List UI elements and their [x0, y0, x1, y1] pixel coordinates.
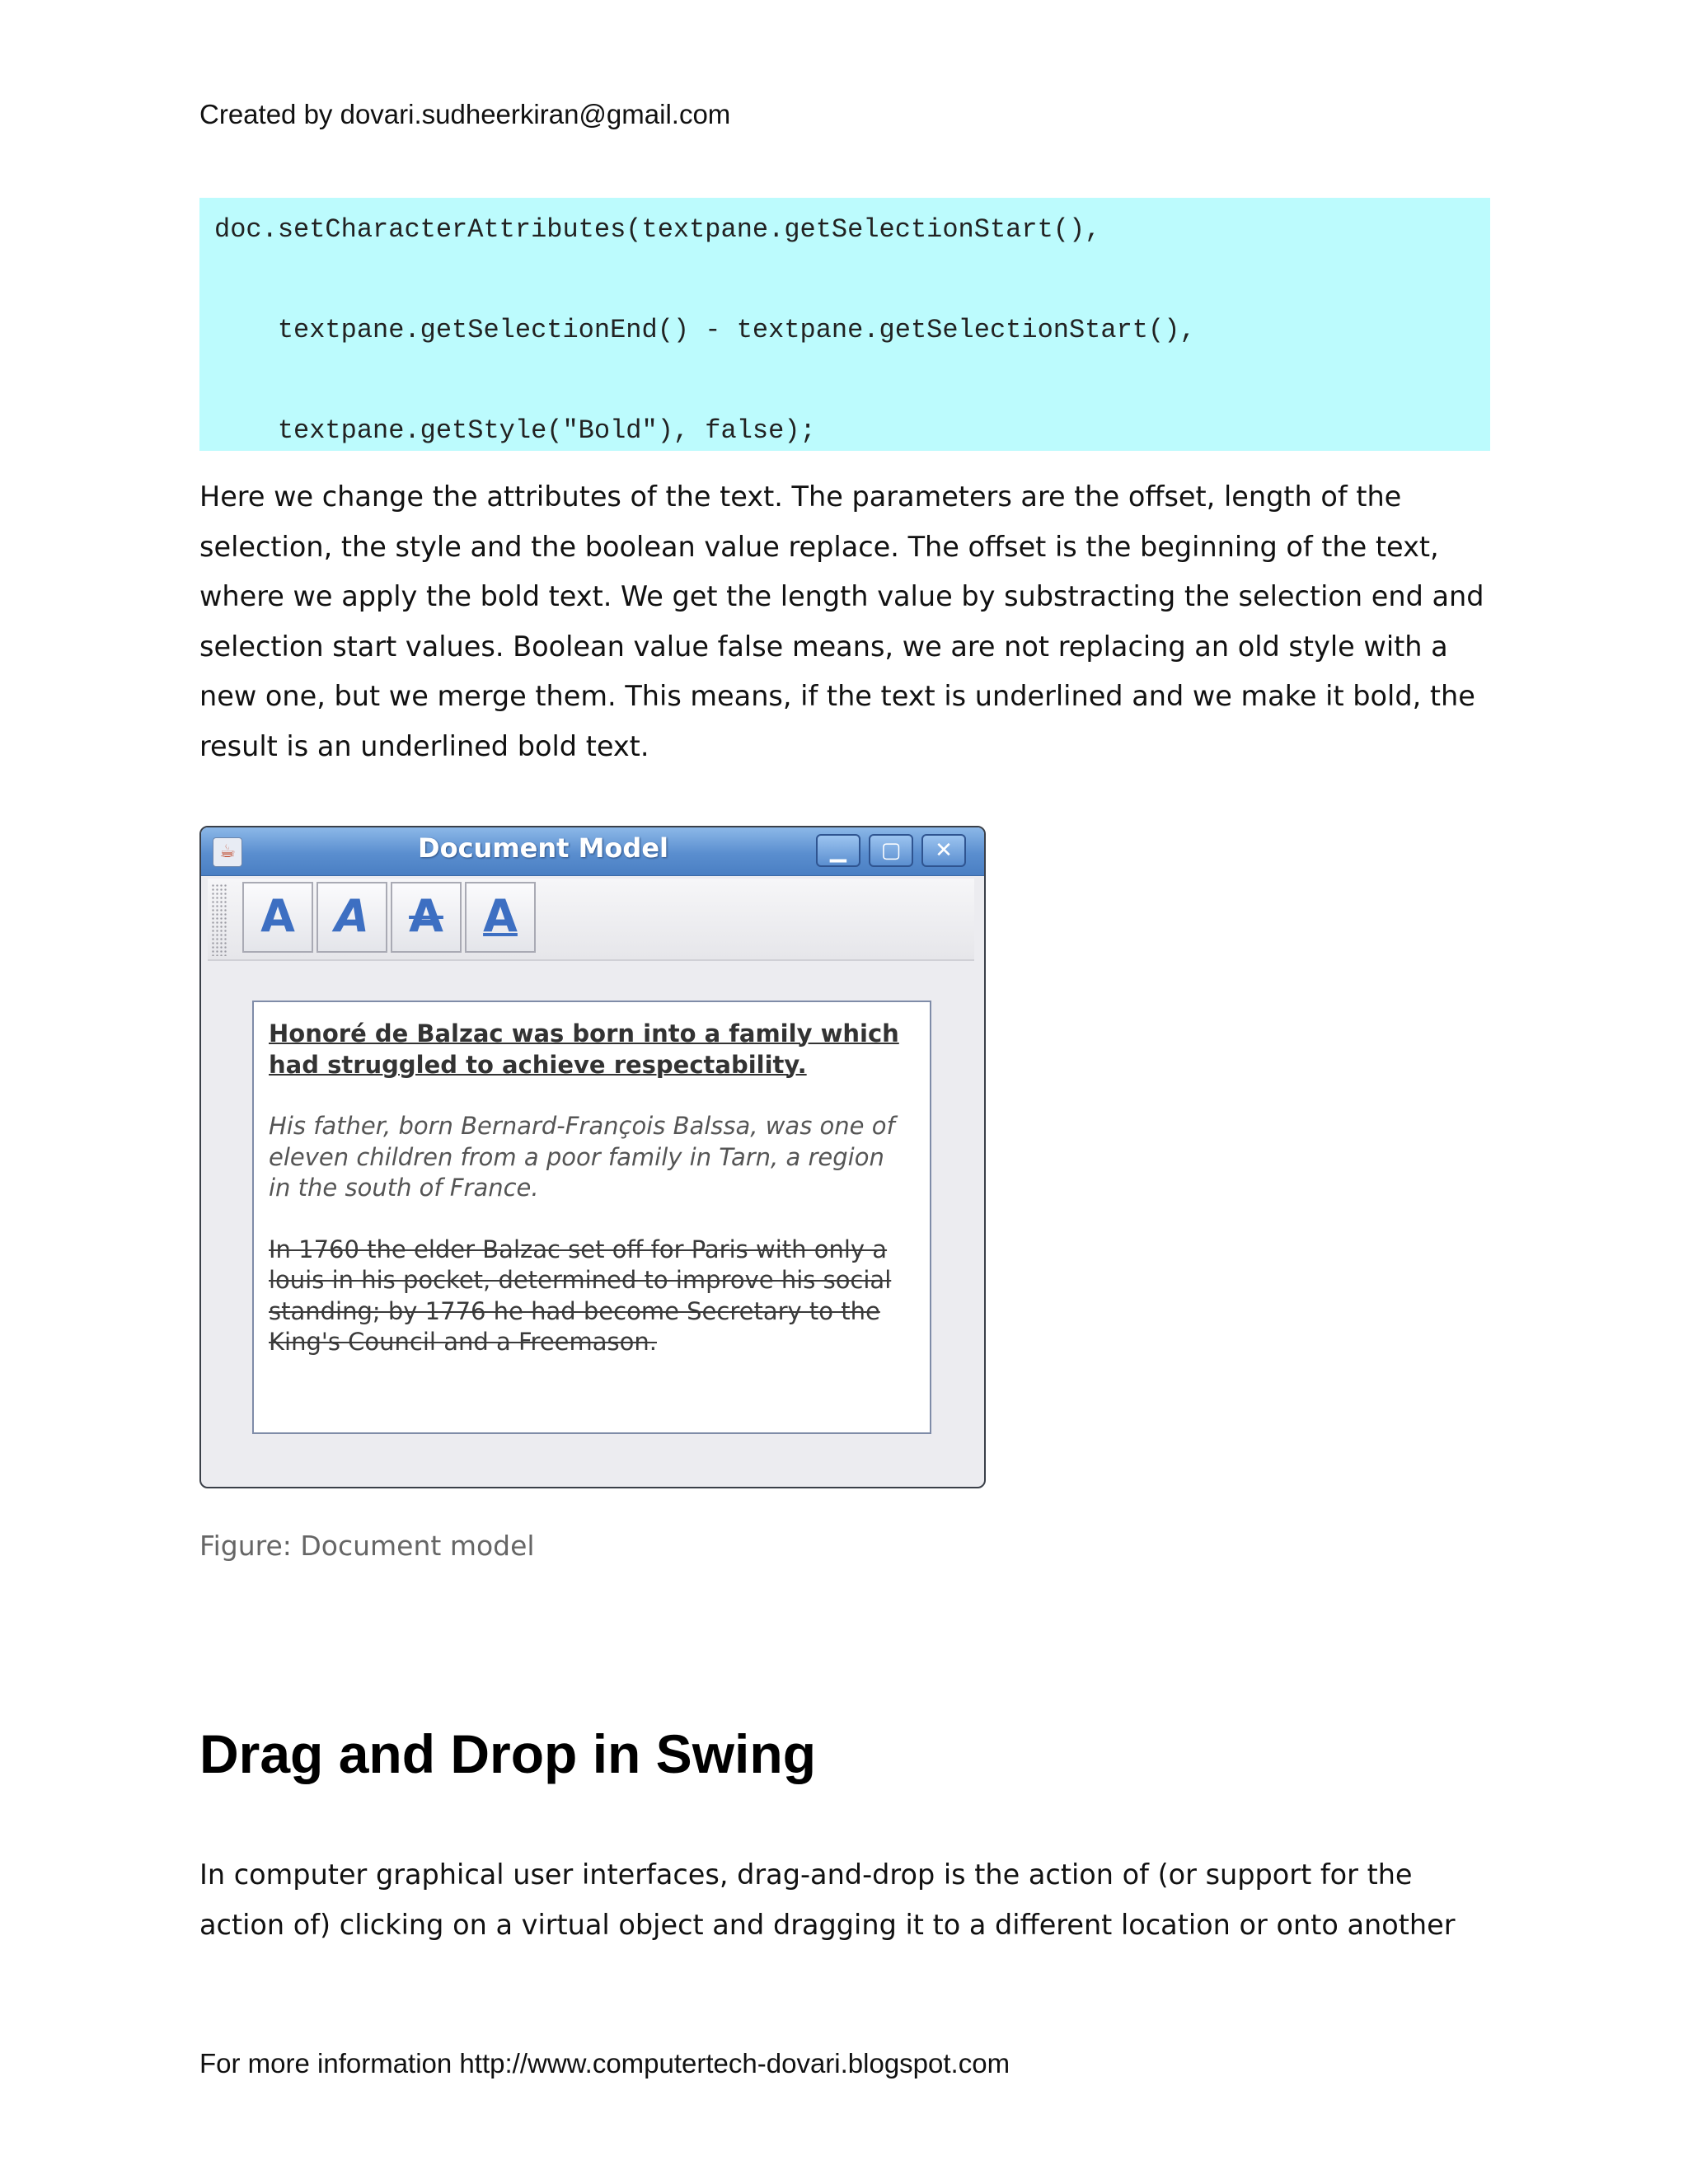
italic-paragraph: [269, 1111, 915, 1204]
paragraph-line: selection start values. Boolean value false means, we are not replacing an old style with a: [199, 630, 1448, 663]
code-line: doc.setCharacterAttributes(textpane.getSelectionStart(),: [214, 214, 1101, 245]
paragraph-line: Here we change the attributes of the text. The parameters are the offset, length of the: [199, 480, 1402, 513]
italic-icon: A: [335, 890, 369, 942]
document-model-window: [199, 826, 986, 1488]
text-line: had struggled to achieve respectability.: [269, 1050, 807, 1079]
figure-caption: Figure: Document model: [199, 1530, 535, 1562]
title-bar[interactable]: [201, 827, 984, 876]
paragraph-line: action of) clicking on a virtual object and dragging it to a different location or onto another: [199, 1908, 1456, 1941]
text-pane[interactable]: [252, 1001, 931, 1434]
paragraph-line: where we apply the bold text. We get the length value by substracting the selection end and: [199, 580, 1484, 612]
minimize-button[interactable]: ▁: [816, 834, 860, 867]
paragraph-line: new one, but we merge them. This means, if the text is underlined and we make it bold, the: [199, 680, 1475, 712]
text-line: in the south of France.: [269, 1174, 539, 1202]
paragraph-line: selection, the style and the boolean value replace. The offset is the beginning of the text,: [199, 530, 1439, 563]
body-paragraph: [199, 472, 1502, 771]
text-line: standing; by 1776 he had become Secretary to the: [269, 1296, 880, 1325]
text-line: King's Council and a Freemason.: [269, 1328, 657, 1356]
italic-button[interactable]: [316, 882, 387, 953]
text-line: His father, born Bernard-François Balssa, was one of: [269, 1112, 895, 1140]
bold-icon: A: [260, 890, 295, 942]
text-line: In 1760 the elder Balzac set off for Paris with only a: [269, 1235, 888, 1263]
underline-button[interactable]: [465, 882, 536, 953]
code-line: textpane.getStyle("Bold"), false);: [214, 415, 816, 446]
strikethrough-paragraph: [269, 1235, 915, 1358]
toolbar-grip-handle[interactable]: [211, 883, 227, 956]
page-header: Created by dovari.sudheerkiran@gmail.com: [199, 99, 731, 129]
code-line: textpane.getSelectionEnd() - textpane.getSelectionStart(),: [214, 315, 1196, 345]
text-line: eleven children from a poor family in Tarn, a region: [269, 1142, 884, 1171]
paragraph-line: In computer graphical user interfaces, drag-and-drop is the action of (or support for the: [199, 1858, 1413, 1891]
section-heading: Drag and Drop in Swing: [199, 1723, 817, 1784]
strikethrough-icon: A: [409, 890, 443, 942]
window-title: Document Model: [418, 832, 668, 864]
bold-underlined-paragraph: [269, 1019, 915, 1080]
text-line: louis in his pocket, determined to improve his social: [269, 1266, 892, 1294]
close-button[interactable]: ✕: [921, 834, 966, 867]
text-line: Honoré de Balzac was born into a family which: [269, 1019, 899, 1047]
code-block: [199, 198, 1490, 451]
strikethrough-button[interactable]: [391, 882, 462, 953]
format-toolbar: [208, 879, 974, 961]
bold-button[interactable]: [242, 882, 313, 953]
java-cup-icon[interactable]: ☕: [213, 837, 242, 867]
section-paragraph: [199, 1850, 1502, 1950]
page-footer: For more information http://www.computertech-dovari.blogspot.com: [199, 2048, 1010, 2079]
maximize-button[interactable]: ▢: [869, 834, 913, 867]
paragraph-line: result is an underlined bold text.: [199, 729, 649, 762]
underline-icon: A: [483, 890, 518, 942]
